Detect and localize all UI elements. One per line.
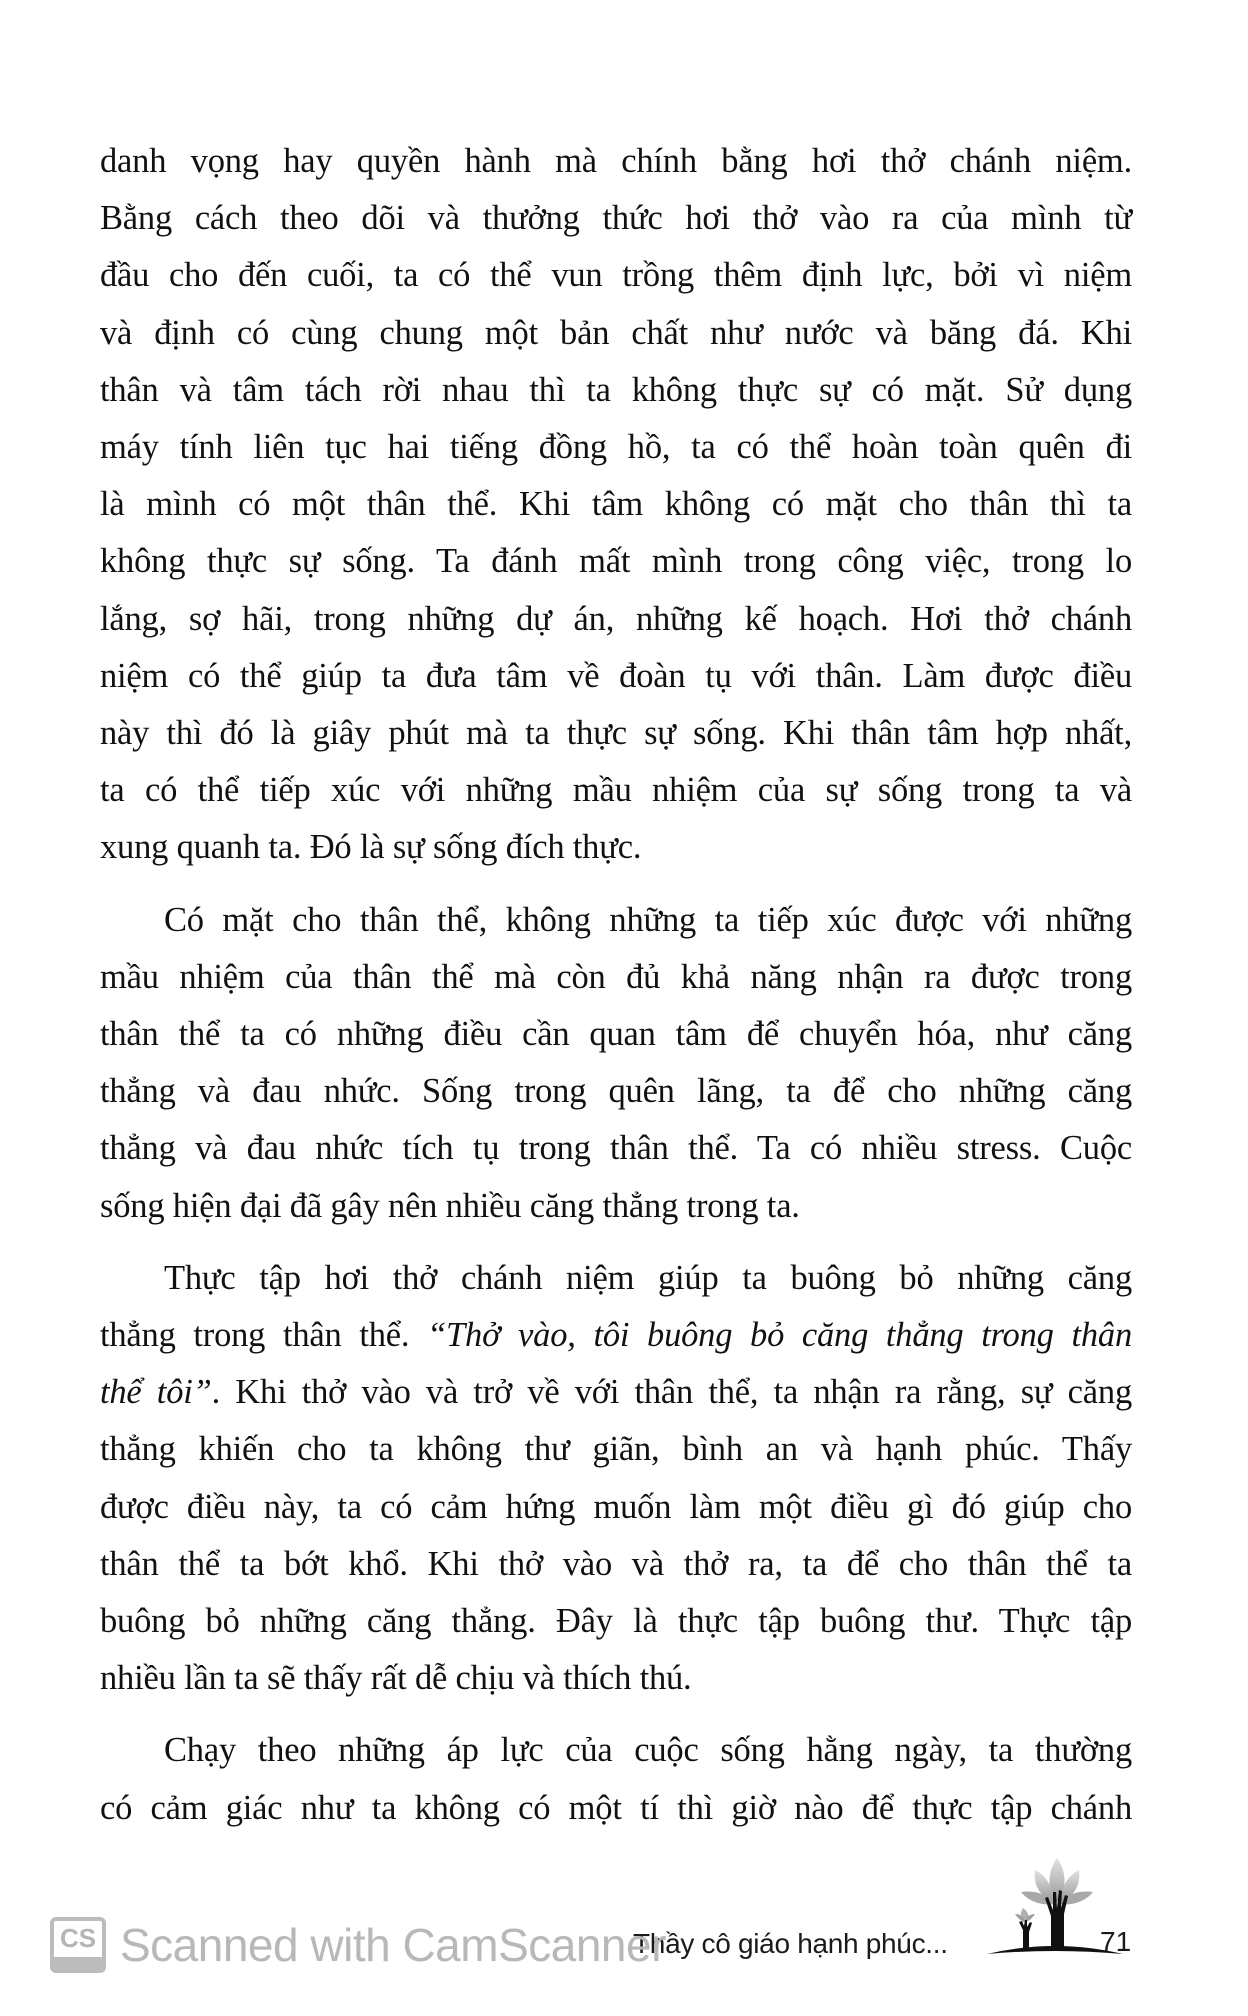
camscanner-watermark [50, 1915, 666, 1975]
text-line: niệm có thể giúp ta đưa tâm về đoàn tụ với thân. Làm được điều [100, 656, 1132, 695]
text-line: thân thể ta có những điều cần quan tâm để chuyển hóa, như căng [100, 1015, 1132, 1054]
text-line: danh vọng hay quyền hành mà chính bằng hơi thở chánh niệm. [100, 142, 1132, 180]
text-line: thẳng khiến cho ta không thư giãn, bình an và hạnh phúc. Thấy [100, 1430, 1132, 1469]
text-line: nhiều lần ta sẽ thấy rất dễ chịu và thích thú. [100, 1659, 692, 1698]
text-line [100, 1307, 1132, 1364]
text-line: Thực tập hơi thở chánh niệm giúp ta buông bỏ những căng [164, 1258, 1132, 1297]
text-line: là mình có một thân thể. Khi tâm không có mặt cho thân thì ta [100, 485, 1132, 524]
text-line: được điều này, ta có cảm hứng muốn làm một điều gì đó giúp cho [100, 1487, 1132, 1526]
text-line: Có mặt cho thân thể, không những ta tiếp xúc được với những [164, 900, 1132, 939]
text-line [100, 1364, 1132, 1421]
text-line: có cảm giác như ta không có một tí thì giờ nào để thực tập chánh [100, 1788, 1132, 1827]
text-line: ta có thể tiếp xúc với những mầu nhiệm của sự sống trong ta và [100, 771, 1132, 810]
watermark-text: Scanned with CamScanner [120, 1919, 666, 1971]
text-line: Bằng cách theo dõi và thưởng thức hơi thở vào ra của mình từ [100, 199, 1132, 238]
text-line: máy tính liên tục hai tiếng đồng hồ, ta có thể hoàn toàn quên đi [100, 428, 1132, 467]
text-line: sống hiện đại đã gây nên nhiều căng thẳng trong ta. [100, 1186, 800, 1225]
running-title: Thầy cô giáo hạnh phúc... [633, 1928, 948, 1959]
text-line: Chạy theo những áp lực của cuộc sống hằng ngày, ta thường [164, 1731, 1132, 1770]
italic-quote: “Thở vào, tôi buông bỏ căng thẳng trong thân [427, 1316, 1132, 1355]
camscanner-logo-icon [50, 1917, 106, 1973]
text-run: . Khi thở vào và trở về với thân thể, ta nhận ra rằng, sự căng [211, 1373, 1133, 1412]
text-line: thẳng và đau nhức. Sống trong quên lãng, ta để cho những căng [100, 1072, 1132, 1111]
paragraph-1 [100, 133, 1132, 877]
text-line: này thì đó là giây phút mà ta thực sự sống. Khi thân tâm hợp nhất, [100, 714, 1132, 753]
page-body [100, 133, 1132, 1852]
text-line: buông bỏ những căng thẳng. Đây là thực tập buông thư. Thực tập [100, 1602, 1132, 1641]
italic-quote: thể tôi” [100, 1373, 212, 1412]
page-number: 71 [1100, 1926, 1132, 1957]
text-line: thân thể ta bớt khổ. Khi thở vào và thở ra, ta để cho thân thể ta [100, 1544, 1132, 1583]
cs-badge-bar [54, 1957, 102, 1969]
text-line: và định có cùng chung một bản chất như nước và băng đá. Khi [100, 313, 1132, 352]
paragraph-4 [100, 1722, 1132, 1836]
text-line: thân và tâm tách rời nhau thì ta không thực sự có mặt. Sử dụng [100, 370, 1132, 409]
text-run: thẳng trong thân thể. [100, 1316, 428, 1355]
text-line: mầu nhiệm của thân thể mà còn đủ khả năng nhận ra được trong [100, 957, 1132, 996]
text-line: không thực sự sống. Ta đánh mất mình trong công việc, trong lo [100, 542, 1132, 581]
text-line: xung quanh ta. Đó là sự sống đích thực. [100, 828, 642, 867]
cs-badge-text: CS [59, 1923, 97, 1953]
paragraph-3 [100, 1250, 1132, 1708]
text-line: thẳng và đau nhức tích tụ trong thân thể. Ta có nhiều stress. Cuộc [100, 1129, 1132, 1168]
text-line: lắng, sợ hãi, trong những dự án, những kế hoạch. Hơi thở chánh [100, 599, 1132, 638]
text-line: đầu cho đến cuối, ta có thể vun trồng thêm định lực, bởi vì niệm [100, 256, 1132, 295]
paragraph-2 [100, 892, 1132, 1235]
